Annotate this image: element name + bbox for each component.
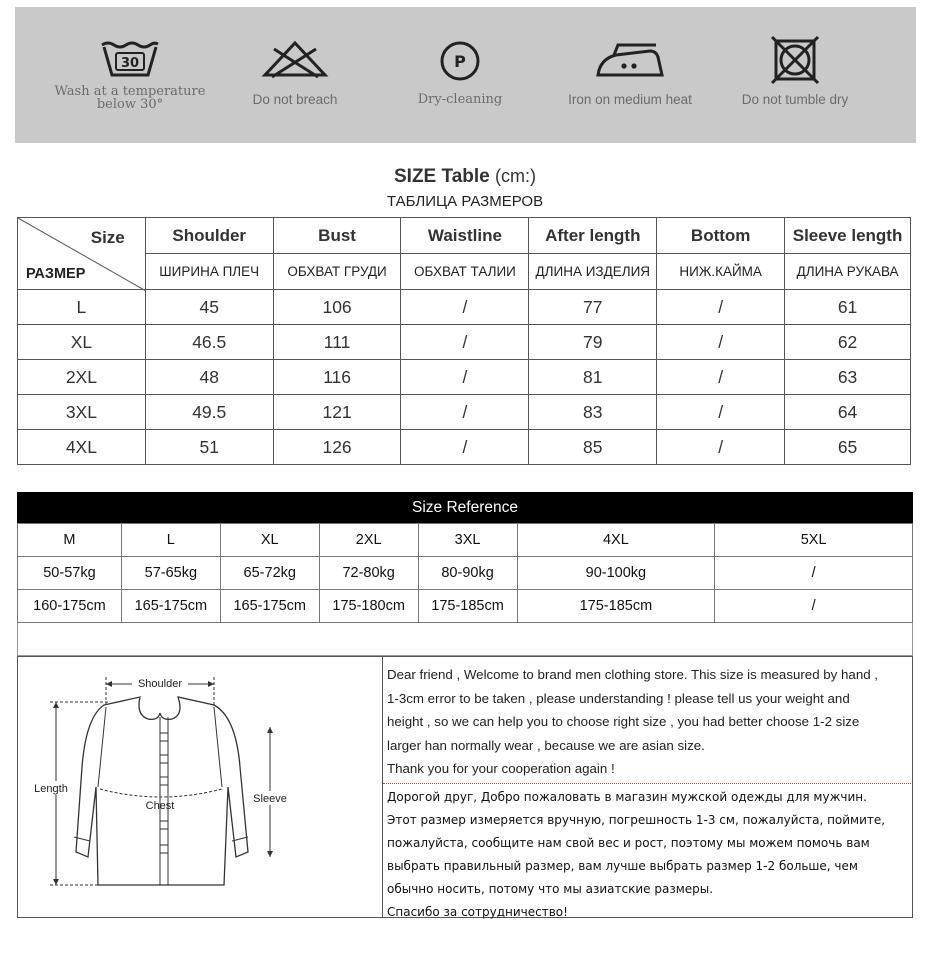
table-row [18,395,911,430]
table-cell: 51 [145,430,273,465]
iron-label: Iron on medium heat [568,92,692,107]
size-table [17,217,911,465]
note-line: выбрать правильный размер, вам лучше выбрать размер 1-2 больше, чем [387,859,858,874]
table-cell: / [401,360,529,395]
table-cell: 121 [273,395,401,430]
table-row [18,430,911,465]
shirt-diagram-icon [18,657,381,917]
note-english [387,663,912,781]
table-cell: 3XL [18,395,146,430]
table-cell: 77 [529,290,657,325]
wash-label-line2: below 30° [96,97,164,112]
table-cell: 4XL [517,524,715,557]
table-cell: 81 [529,360,657,395]
tumble-label: Do not tumble dry [741,92,849,107]
table-cell: L [121,524,220,557]
note-line: height , so we can help you to choose right size , you had better choose 1-2 size [387,714,860,730]
corner-size-label-ru: РАЗМЕР [26,266,86,282]
table-row [18,325,911,360]
table-cell: L [18,290,146,325]
size-reference-title: Size Reference [17,492,913,523]
note-divider [383,783,911,784]
table-cell: 165-175cm [220,590,319,623]
table-cell: 106 [273,290,401,325]
store-note [382,656,913,918]
note-line: larger han normally wear , because we are asian size. [387,737,705,753]
do-not-tumble-dry-icon [770,35,820,85]
size-table-header-en [18,218,911,254]
table-cell: 65-72kg [220,557,319,590]
table-cell: XL [220,524,319,557]
wash-label-line1: Wash at a temperature [54,84,206,99]
wash-30-icon [98,39,162,79]
table-cell: 48 [145,360,273,395]
blank-row [17,623,913,656]
bleach-label: Do not breach [252,92,338,107]
table-row [18,360,911,395]
length-label: Length [34,783,68,795]
table-cell: 175-180cm [319,590,418,623]
do-not-bleach-icon [260,39,330,79]
care-item-dry-clean [395,7,525,143]
table-cell: 45 [145,290,273,325]
table-cell: 64 [785,395,911,430]
reference-height-row [18,590,913,623]
note-line: Thank you for your cooperation again ! [387,761,615,777]
table-cell: / [401,290,529,325]
table-cell: 111 [273,325,401,360]
table-cell: / [657,290,785,325]
table-cell: 50-57kg [18,557,122,590]
reference-size-row [18,524,913,557]
size-table-title-text: SIZE Table [394,166,490,187]
care-item-iron [550,7,710,143]
shoulder-label: Shoulder [137,678,183,690]
table-cell: 79 [529,325,657,360]
table-cell: / [657,360,785,395]
col-header: Shoulder [145,218,273,254]
dry-cleaning-label: Dry-cleaning [417,92,503,107]
note-line: обычно носить, потому что мы азиатские размеры. [387,882,714,897]
table-cell: 61 [785,290,911,325]
table-cell: 83 [529,395,657,430]
chest-label: Chest [145,800,175,812]
note-line: пожалуйста, сообщите нам свой вес и рост, поэтому мы можем помочь вам [387,836,870,851]
size-table-header-ru [18,254,911,290]
col-header-ru: ДЛИНА ИЗДЕЛИЯ [529,254,657,290]
table-cell: / [715,557,913,590]
table-cell: 160-175cm [18,590,122,623]
measurement-diagram [17,656,382,918]
corner-size-label: Size [90,228,125,247]
table-cell: 2XL [18,360,146,395]
table-cell: 175-185cm [418,590,517,623]
dry-cleaning-icon [438,39,482,83]
table-cell: XL [18,325,146,360]
col-header: Sleeve length [785,218,911,254]
sleeve-label: Sleeve [253,793,287,805]
care-instructions-banner [15,7,916,143]
size-table-title [0,166,930,188]
note-line: Дорогой друг, Добро пожаловать в магазин мужской одежды для мужчин. [387,789,867,804]
table-cell: 2XL [319,524,418,557]
col-header-ru: ОБХВАТ ГРУДИ [273,254,401,290]
note-line: 1-3cm error to be taken , please understanding ! please tell us your weight and [387,690,850,706]
size-table-corner [18,218,146,290]
col-header-ru: ДЛИНА РУКАВА [785,254,911,290]
table-cell: / [715,590,913,623]
table-cell: 63 [785,360,911,395]
table-cell: 4XL [18,430,146,465]
size-table-subtitle: ТАБЛИЦА РАЗМЕРОВ [386,193,544,210]
table-cell: / [401,325,529,360]
dry-cleaning-letter: P [454,52,466,71]
table-cell: 126 [273,430,401,465]
col-header-ru: НИЖ.КАЙМА [657,254,785,290]
iron-medium-icon [594,41,666,81]
col-header: Bottom [657,218,785,254]
wash-temp: 30 [120,56,140,71]
col-header-ru: ШИРИНА ПЛЕЧ [145,254,273,290]
note-line: Спасибо за сотрудничество! [387,905,568,920]
table-cell: 85 [529,430,657,465]
table-cell: 80-90kg [418,557,517,590]
table-cell: 90-100kg [517,557,715,590]
table-cell: 116 [273,360,401,395]
table-cell: / [657,325,785,360]
table-cell: 46.5 [145,325,273,360]
table-cell: 57-65kg [121,557,220,590]
note-line: Dear friend , Welcome to brand men clothing store. This size is measured by hand , [387,667,878,682]
col-header: Waistline [401,218,529,254]
col-header: Bust [273,218,401,254]
size-reference-table [17,523,913,623]
table-cell: / [657,430,785,465]
table-cell: 62 [785,325,911,360]
table-cell: 49.5 [145,395,273,430]
reference-weight-row [18,557,913,590]
col-header: After length [529,218,657,254]
table-cell: 175-185cm [517,590,715,623]
table-cell: 3XL [418,524,517,557]
size-table-unit: (cm:) [495,166,536,186]
note-line: Этот размер измеряется вручную, погрешность 1-3 см, пожалуйста, поймите, [387,813,886,828]
care-item-bleach [225,7,365,143]
table-cell: 165-175cm [121,590,220,623]
care-item-wash [35,7,225,143]
table-cell: / [657,395,785,430]
table-cell: 72-80kg [319,557,418,590]
note-russian [387,786,912,925]
table-row [18,290,911,325]
table-cell: 5XL [715,524,913,557]
table-cell: M [18,524,122,557]
table-cell: / [401,395,529,430]
table-cell: / [401,430,529,465]
col-header-ru: ОБХВАТ ТАЛИИ [401,254,529,290]
care-item-tumble [720,7,870,143]
table-cell: 65 [785,430,911,465]
